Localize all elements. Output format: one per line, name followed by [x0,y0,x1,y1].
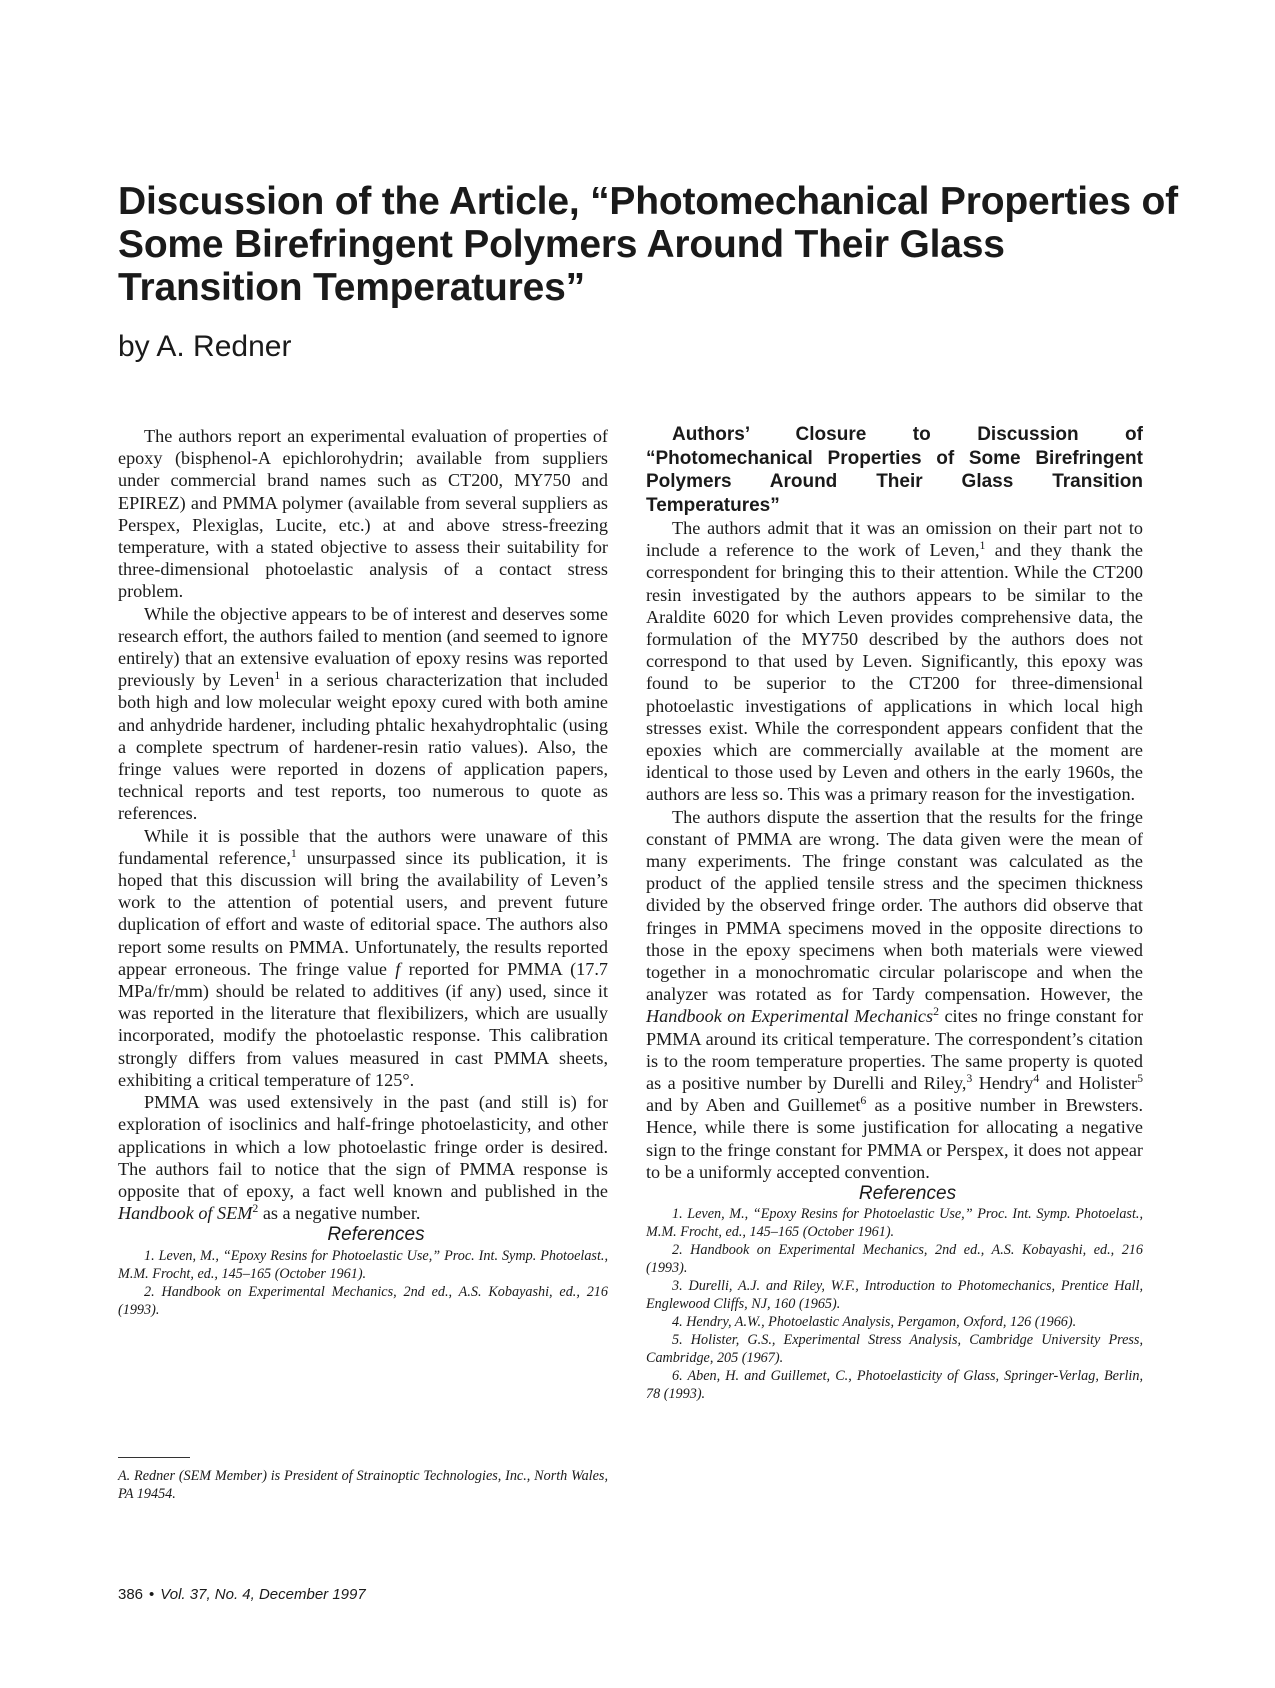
discussion-paragraph-1: The authors report an experimental evaluation of properties of epoxy (bisphenol-A epichlorohydrin; available from suppliers under commercial brand names such as CT200, MY750 and EPIREZ) and PMMA polymer (available from several suppliers as Perspex, Plexiglas, Lucite, etc.) at and above stress-freezing temperature, with a stated objective to assess their suitability for three-dimensional photoelastic analysis of a contact stress problem. [118,426,608,602]
reference-item: 5. Holister, G.S., Experimental Stress Analysis, Cambridge University Press, Cambridge, 205 (1967). [646,1332,1143,1367]
discussion-paragraph-4: PMMA was used extensively in the past (and still is) for exploration of isoclinics and half-fringe photoelasticity, and other applications in which a low photoelastic fringe order is desired. The authors fail to notice that the sign of PMMA response is opposite that of epoxy, a fact well known and published in the Handbook of SEM$^2$ as a negative number. [118,1092,608,1224]
citation-leven: 1 [274,668,281,683]
journal-issue: Vol. 37, No. 4, December 1997 [160,1586,366,1603]
citation-leven: 1 [979,538,986,553]
reference-item: 3. Durelli, A.J. and Riley, W.F., Introduction to Photomechanics, Prentice Hall, Englewood Cliffs, NJ, 160 (1965). [646,1278,1143,1313]
references-heading: References [858,1183,957,1205]
citation-handbook: 2 [252,1201,259,1216]
citation-durelli: 3 [966,1071,973,1086]
citation-aben: 6 [860,1093,867,1108]
author-note: A. Redner (SEM Member) is President of Strainoptic Technologies, Inc., North Wales, PA 19454. [118,1468,608,1502]
closure-column [646,423,1143,1403]
closure-paragraph-2: The authors dispute the assertion that the results for the fringe constant of PMMA are wrong. The data given were the mean of many experiments. The fringe constant was calculated as the product of the applied tensile stress and the specimen thickness divided by the observed fringe order. The authors did observe that fringes in PMMA specimens moved in the opposite directions to those in the epoxy specimens when both materials were viewed together in a monochromatic circular polariscope and when the analyzer was rotated as for Tardy compensation. However, the Handbook on Experimental Mechanics$^2$ cites no fringe constant for PMMA around its critical temperature. The correspondent’s citation is to the room temperature properties. The same property is quoted as a positive number by Durelli and Riley,$^3$ Hendry$^4$ and Holister$^5$ and by Aben and Guillemet$^6$ as a positive number in Brewsters. Hence, while there is some justification for allocating a negative sign to the fringe constant for PMMA or Perspex, it does not appear to be a uniformly accepted convention. [646,806,1144,1182]
reference-item: 2. Handbook on Experimental Mechanics, 2nd ed., A.S. Kobayashi, ed., 216 (1993). [646,1242,1143,1277]
footnote-divider [118,1457,190,1458]
references-heading: References [327,1224,425,1246]
citation-hendry: 4 [1033,1071,1040,1086]
citation-handbook: 2 [933,1004,939,1019]
discussion-paragraph-2: While the objective appears to be of interest and deserves some research effort, the authors failed to mention (and seemed to ignore entirely) that an extensive evaluation of epoxy resins was reported previously by Leven$^1$ in a serious characterization that included both high and low molecular weight epoxy cured with both amine and anhydride hardener, including phtalic hexahydrophtalic (using a complete spectrum of hardener-resin ratio values). Also, the fringe values were reported in dozens of application papers, technical reports and test reports, too numerous to quote as references. [118,603,608,824]
reference-item: 1. Leven, M., “Epoxy Resins for Photoelastic Use,” Proc. Int. Symp. Photoelast., M.M. Frocht, ed., 145–165 (October 1961). [118,1247,608,1282]
page-footer [118,1586,366,1603]
reference-item: 1. Leven, M., “Epoxy Resins for Photoelastic Use,” Proc. Int. Symp. Photoelast., M.M. Frocht, ed., 145–165 (October 1961). [646,1206,1143,1241]
page-number: 386 [118,1586,144,1603]
citation-leven: 1 [290,845,297,860]
citation-holister: 5 [1137,1071,1144,1086]
discussion-column [118,425,608,1319]
discussion-paragraph-3: While it is possible that the authors were unaware of this fundamental reference,$^1$ unsurpassed since its publication, it is hoped that this discussion will bring the availability of Leven’s work to the attention of potential users, and prevent future duplication of effort and waste of editorial space. The authors also report some results on PMMA. Unfortunately, the results reported appear erroneous. The fringe value f reported for PMMA (17.7 MPa/fr/mm) should be related to additives (if any) used, since it was reported in the literature that flexibilizers, which are usually incorporated, modify the photoelastic response. This calibration strongly differs from values measured in cast PMMA sheets, exhibiting a critical temperature of 125°. [118,825,608,1090]
reference-item: 6. Aben, H. and Guillemet, C., Photoelasticity of Glass, Springer-Verlag, Berlin, 78 (1993). [646,1368,1143,1403]
reference-item: 2. Handbook on Experimental Mechanics, 2nd ed., A.S. Kobayashi, ed., 216 (1993). [118,1283,608,1318]
author-byline: by A. Redner [118,330,292,363]
reference-item: 4. Hendry, A.W., Photoelastic Analysis, Pergamon, Oxford, 126 (1966). [672,1314,1077,1331]
article-title: Discussion of the Article, “Photomechanical Properties of Some Birefringent Polymers Around Their Glass Transition Temperatures” [118,180,1178,309]
closure-heading: Authors’ Closure to Discussion of “Photomechanical Properties of Some Birefringent Polymers Around Their Glass Transition Temperatures” [646,424,1143,516]
closure-paragraph-1: The authors admit that it was an omission on their part not to include a reference to the work of Leven,$^1$ and they thank the correspondent for bringing this to their attention. While the CT200 resin investigated by the authors appears to be similar to the Araldite 6020 for which Leven provides comprehensive data, the formulation of the MY750 described by the authors does not correspond to that used by Leven. Significantly, this epoxy was found to be superior to the CT200 for three-dimensional photoelastic investigations of applications in which local high stresses exist. While the correspondent appears confident that the epoxies which are commercially available at the moment are identical to those used by Leven and others in the early 1960s, the authors are less so. This was a primary reason for the investigation. [646,518,1144,805]
bullet-icon: • [149,1586,155,1603]
